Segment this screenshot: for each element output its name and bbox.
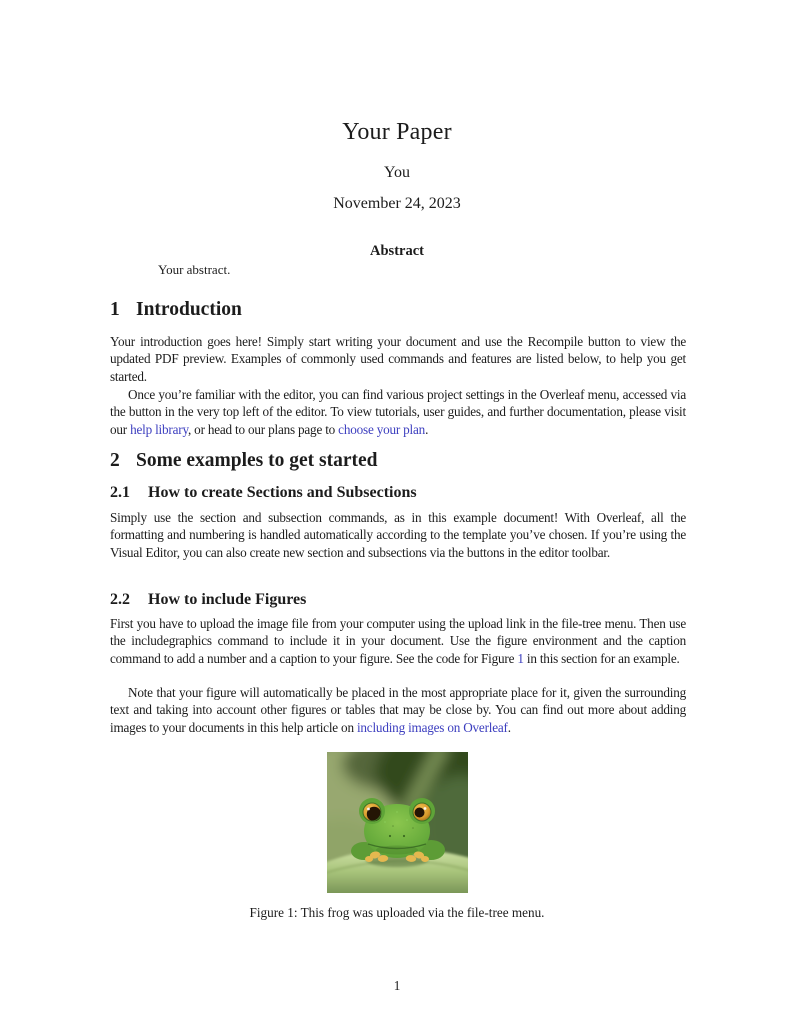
figure-image: [327, 752, 468, 893]
text-link[interactable]: choose your plan: [338, 421, 426, 437]
frog-photo-illustration: [327, 752, 468, 893]
subsection-2-1-heading: [110, 483, 686, 502]
abstract-text: Your abstract.: [158, 262, 231, 277]
section-1-number: 1: [110, 299, 120, 320]
text-run: .: [507, 719, 511, 735]
section-1-heading: [110, 299, 686, 321]
section-2-title: Some examples to get started: [136, 450, 378, 471]
text-run: Note that your figure will automatically be placed in the most appropriate place for it, given the surrounding text and taking into account other figures or tables that may be close by. You can find out more about adding images to your documents in this help article on: [110, 685, 686, 735]
text-link[interactable]: including images on Overleaf: [356, 719, 508, 735]
subsection-2-2-heading: [110, 590, 686, 609]
paper-title: Your Paper: [342, 119, 452, 145]
section-2-number: 2: [110, 450, 120, 471]
text-link[interactable]: help library: [130, 421, 188, 437]
paper-date: November 24, 2023: [333, 195, 461, 212]
text-link[interactable]: 1: [517, 650, 524, 666]
figure-caption: Figure 1: This frog was uploaded via the file-tree menu.: [249, 905, 545, 920]
sections-paragraph: Simply use the section and subsection commands, as in this example document! With Overleaf, all the formatting and numbering is handled automatically according to the template you’ve chosen. If you’re using the Visual Editor, you can also create new section and subsections via the buttons in the editor toolbar.: [110, 510, 686, 560]
text-run: First you have to upload the image file from your computer using the upload link in the file-tree menu. Then use the includegraphics command to include it in your document. Use the figure environment and the caption command to add a number and a caption to your figure. See the code for Figure: [110, 616, 686, 666]
page-number: 1: [393, 978, 401, 993]
text-run: Once you’re familiar with the editor, you can find various project settings in the Overleaf menu, accessed via the button in the very top left of the editor. To view tutorials, user guides, and further documentation, please visit our: [110, 387, 686, 437]
paper-author: You: [384, 164, 410, 181]
subsection-2-2-title: How to include Figures: [148, 591, 307, 608]
text-run: in this section for an example.: [523, 650, 680, 666]
subsection-2-2-number: 2.2: [110, 591, 130, 608]
section-2-heading: [110, 450, 686, 472]
section-1-title: Introduction: [136, 299, 242, 320]
intro-paragraph-1: Your introduction goes here! Simply start writing your document and use the Recompile button to view the updated PDF preview. Examples of commonly used commands and features are listed below, to help you get started.: [110, 334, 686, 384]
text-run: .: [425, 421, 429, 437]
figures-paragraph-2: [110, 684, 686, 736]
subsection-2-1-title: How to create Sections and Subsections: [148, 484, 417, 501]
abstract-heading: Abstract: [370, 243, 424, 259]
text-run: , or head to our plans page to: [187, 421, 339, 437]
intro-paragraph-2: [110, 386, 686, 438]
subsection-2-1-number: 2.1: [110, 484, 130, 501]
figures-paragraph-1: [110, 615, 686, 667]
